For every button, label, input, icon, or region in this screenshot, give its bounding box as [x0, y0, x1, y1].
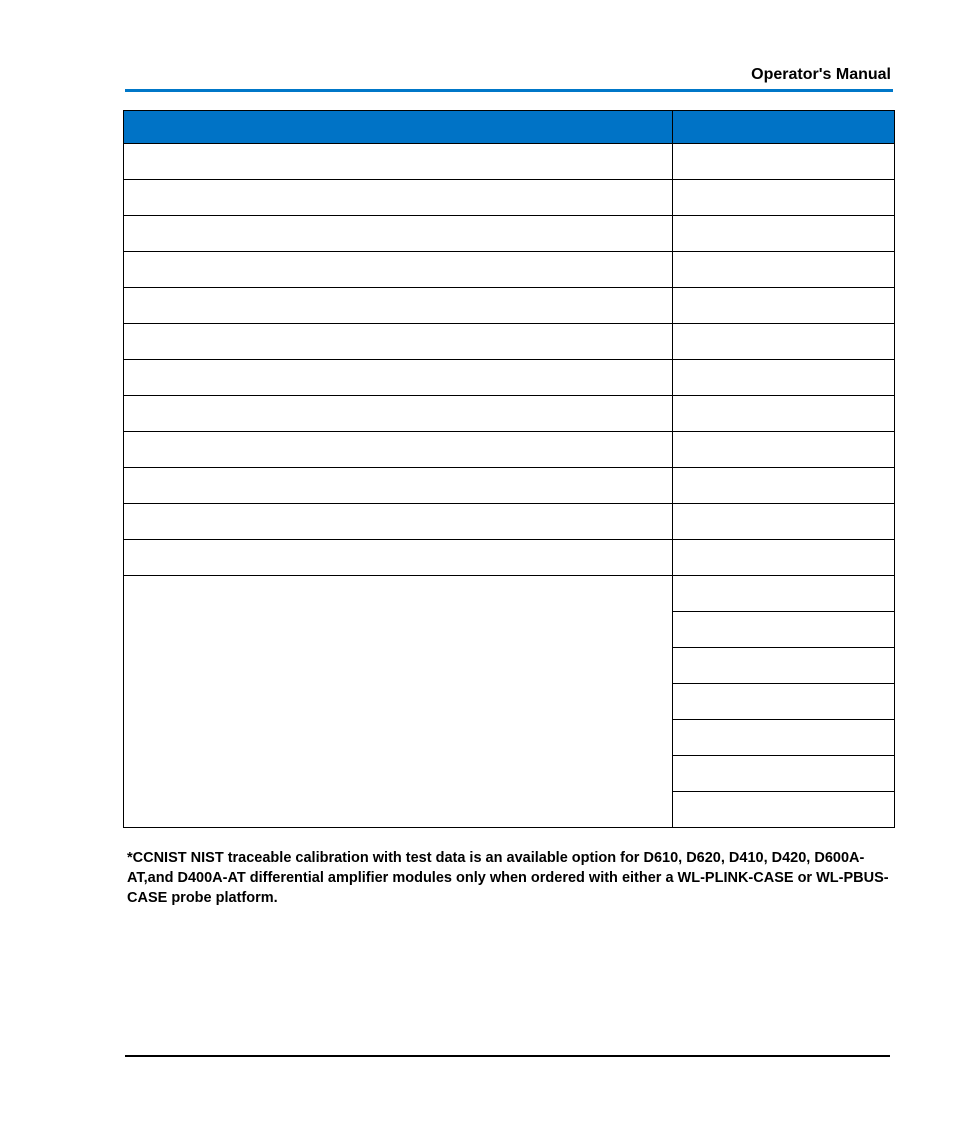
part-number-cell	[673, 576, 895, 612]
table-row	[124, 324, 895, 360]
calibration-footnote: *CCNIST NIST traceable calibration with test data is an available option for D610, D620, D410, D420, D600A-AT,and D400A-AT differential amplifier modules only when ordered with either a WL-PLINK-CASE or WL-PBUS-CASE probe platform.	[127, 850, 889, 906]
part-number-cell	[673, 396, 895, 432]
table-header-row	[124, 111, 895, 144]
table-row	[124, 396, 895, 432]
table-row	[124, 540, 895, 576]
table-row	[124, 360, 895, 396]
part-number-cell	[673, 540, 895, 576]
header-rule	[125, 89, 893, 92]
description-cell	[124, 288, 673, 324]
table-row	[124, 468, 895, 504]
description-cell	[124, 468, 673, 504]
part-number-cell	[673, 612, 895, 648]
description-cell	[124, 144, 673, 180]
table-row	[124, 252, 895, 288]
part-number-cell	[673, 792, 895, 828]
description-cell	[124, 432, 673, 468]
footer-rule	[125, 1055, 890, 1057]
part-number-cell	[673, 756, 895, 792]
table-row	[124, 504, 895, 540]
part-number-cell	[673, 252, 895, 288]
part-number-cell	[673, 144, 895, 180]
part-number-cell	[673, 216, 895, 252]
merged-description-cell	[124, 576, 673, 828]
description-cell	[124, 252, 673, 288]
part-number-cell	[673, 684, 895, 720]
table-row	[124, 288, 895, 324]
table-row	[124, 144, 895, 180]
description-cell	[124, 396, 673, 432]
part-number-cell	[673, 432, 895, 468]
description-cell	[124, 360, 673, 396]
part-number-cell	[673, 468, 895, 504]
column-header-description	[124, 111, 673, 144]
table-row	[124, 216, 895, 252]
part-number-cell	[673, 288, 895, 324]
description-cell	[124, 540, 673, 576]
part-number-cell	[673, 504, 895, 540]
table-row	[124, 180, 895, 216]
part-number-cell	[673, 360, 895, 396]
part-number-cell	[673, 324, 895, 360]
column-header-part-number	[673, 111, 895, 144]
part-number-cell	[673, 720, 895, 756]
description-cell	[124, 504, 673, 540]
description-cell	[124, 216, 673, 252]
spec-table	[123, 110, 895, 828]
part-number-cell	[673, 180, 895, 216]
page-header-title: Operator's Manual	[751, 66, 891, 83]
part-number-cell	[673, 648, 895, 684]
description-cell	[124, 324, 673, 360]
description-cell	[124, 180, 673, 216]
table-row	[124, 432, 895, 468]
table-row	[124, 576, 895, 612]
